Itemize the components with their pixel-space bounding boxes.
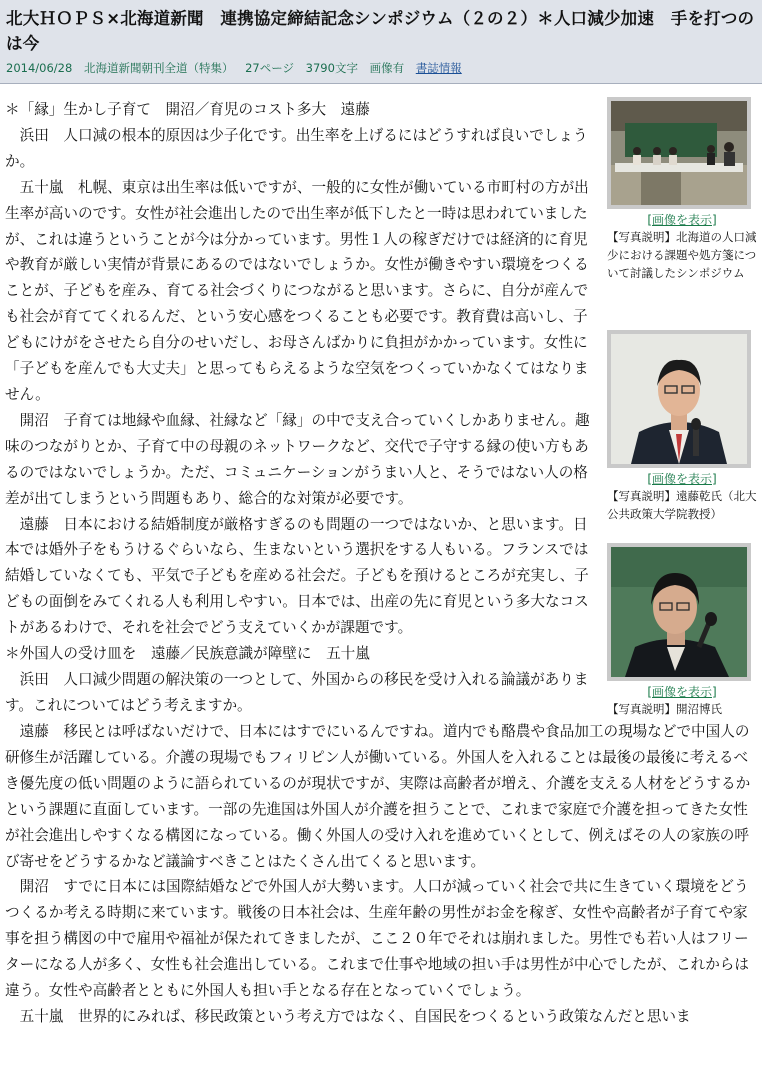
article-char-count: 3790文字 [305, 61, 358, 75]
paragraph: 遠藤 移民とは呼ばないだけで、日本にはすでにいるんですね。道内でも酪農や食品加工の現場などで中国人の研修生が活躍している。介護の現場でもフィリピン人が働いている。外国人を入れることは最後の最後に考えるべき優先度の低い問題のように語られているのが現状ですが、実際は高齢者が増え、介護を支える人材をどうするかという課題に直面しています。一部の先進国は外国人が介護を担うことで、これまで家庭で介護を担ってきた女性が社会進出しやすくなる構図になっている。働く外国人の受け入れを進めていくとして、例えばその人の家族の呼び寄せをどうするかなど議論すべきことはたくさん出てくると思います。 [5, 723, 751, 870]
article-meta [6, 60, 756, 76]
symposium-photo[interactable] [607, 97, 751, 209]
photo-block-kainuma [607, 543, 757, 718]
paragraph: 浜田 人口減の根本的原因は少子化です。出生率を上げるにはどうすれば良いでしょうか。 [5, 126, 588, 170]
article-header [0, 0, 762, 84]
paragraph: 五十嵐 世界的にみれば、移民政策という考え方ではなく、自国民をつくるという政策なんだと思いま [5, 1007, 691, 1025]
paragraph: 遠藤 日本における結婚制度が厳格すぎるのも問題の一つではないか、と思います。日本では婚外子をもうけるぐらいなら、生まないという選択をする人もいる。フランスでは結婚していなくても、平気で子どもを産める社会だ。子どもを預けるところが充実し、子どもの面倒をみてくれる人も利用しやすい。日本では、出産の先に育児という多大なコストがあるわけで、それを社会でどう支えていくかが課題です。 [5, 515, 589, 637]
article-page: 27ページ [245, 61, 295, 75]
subheading: ＊外国人の受け皿を 遠藤／民族意識が障壁に 五十嵐 [5, 645, 370, 663]
photo-caption-1: 【写真説明】北海道の人口減少における課題や処方箋について討議したシンポジウム [607, 230, 757, 280]
photo-caption-3: 【写真説明】開沼博氏 [607, 702, 722, 716]
photo-block-endo [607, 330, 757, 523]
article-title: 北大ＨＯＰＳ×北海道新聞 連携協定締結記念シンポジウム（２の２）＊人口減少加速 手を打つのは今 [6, 9, 755, 53]
paragraph: 開沼 子育ては地縁や血縁、社縁など「縁」の中で支え合っていくしかありません。趣味のつながりとか、子育て中の母親のネットワークなど、交代で子守する縁の使い方もあるのではないでしょうか。ただ、コミュニケーションがうまい人と、そうではない人の格差が出てしまうという問題もあり、総合的な対策が必要です。 [5, 411, 590, 507]
paragraph: 開沼 すでに日本には国際結婚などで外国人が大勢います。人口が減っていく社会で共に生きていく環境をどうつくるか考える時期に来ています。戦後の日本社会は、生産年齢の男性がお金を稼ぎ、女性や高齢者が子育てや家事を担う構図の中で雇用や福祉が保たれてきましたが、ここ２０年でそれは崩れました。男性でも若い人はフリーターになる人が多く、女性も社会進出している。これまで仕事や地域の担い手は男性が中心でしたが、これからは違う。女性や高齢者とともに外国人も担い手となる存在となっていくでしょう。 [5, 878, 749, 1000]
article-publication: 北海道新聞朝刊全道（特集） [83, 61, 234, 75]
bibliographic-info-link[interactable]: 書誌情報 [415, 61, 462, 75]
endo-portrait-photo[interactable] [607, 330, 751, 468]
show-image-link-1[interactable]: [画像を表示] [647, 213, 717, 227]
article-body-upper [5, 97, 597, 719]
article-body-lower [5, 719, 757, 1030]
photo-caption-2: 【写真説明】遠藤乾氏（北大公共政策大学院教授） [607, 489, 757, 521]
show-image-link-2[interactable]: [画像を表示] [647, 472, 717, 486]
show-image-link-3[interactable]: [画像を表示] [647, 685, 717, 699]
article-date: 2014/06/28 [6, 61, 73, 75]
photo-block-symposium [607, 97, 757, 282]
paragraph: 五十嵐 札幌、東京は出生率は低いですが、一般的に女性が働いている市町村の方が出生率が高いのです。女性が社会進出したので出生率が低下したと一時は思われていましたが、これは違うということが今は分かっています。男性１人の稼ぎだけでは経済的に育児や教育が厳しい実情が背景にあるのではないでしょうか。女性が働きやすい環境をつくることが、子どもを産み、育てる社会づくりにつながると思います。さらに、自分が産んでも社会が育ててくれるんだ、という安心感をつくることも必要です。教育費は高いし、子どもにけがをさせたら自分のせいだし、お母さんばかりに負担がかかっています。女性に「子どもを産んでも大丈夫」と思ってもらえるような空気をつくっていかなくてはなりません。 [5, 178, 589, 403]
article-image-flag: 画像有 [369, 61, 405, 75]
paragraph: 浜田 人口減少問題の解決策の一つとして、外国からの移民を受け入れる論議があります。これについてはどう考えますか。 [5, 670, 589, 714]
subheading: ＊「縁」生かし子育て 開沼／育児のコスト多大 遠藤 [5, 101, 370, 118]
kainuma-portrait-photo[interactable] [607, 543, 751, 681]
